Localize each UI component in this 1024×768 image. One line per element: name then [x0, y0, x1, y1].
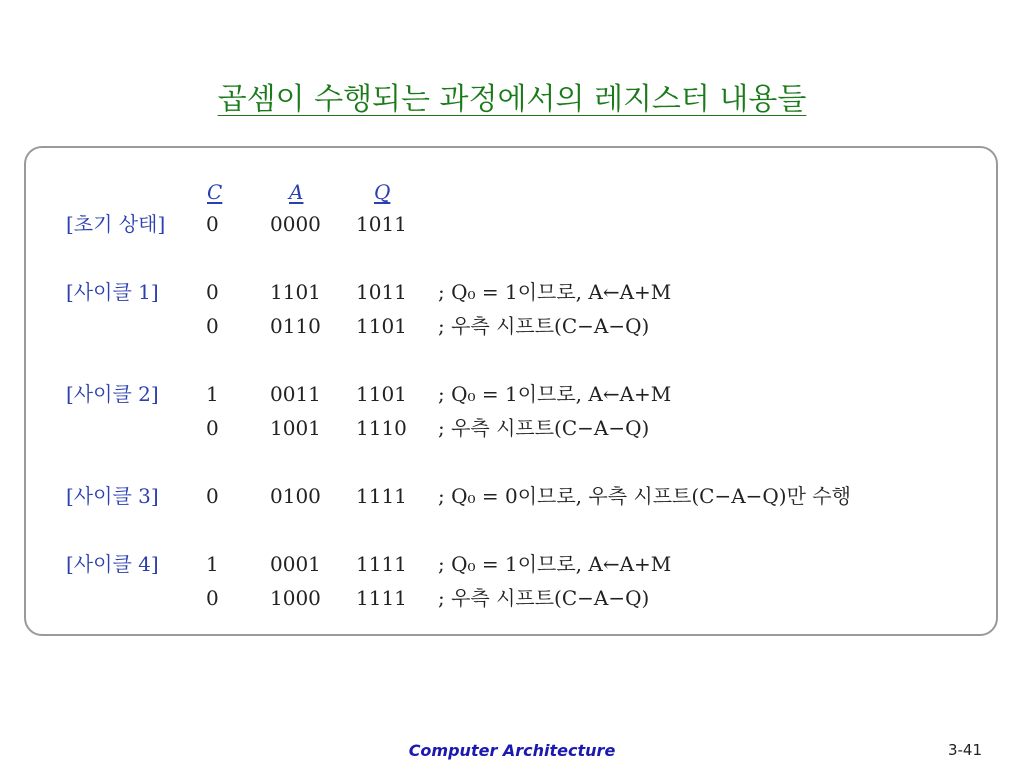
cell-c-cycle4a: 1: [206, 552, 219, 576]
slide-title: 곱셈이 수행되는 과정에서의 레지스터 내용들: [217, 82, 807, 117]
comment-cycle4a: ; Q₀ = 1이므로, A←A+M: [438, 552, 672, 576]
cell-q-cycle2a: 1101: [356, 382, 407, 406]
footer-course-title: Computer Architecture: [408, 741, 616, 760]
header-q: Q: [374, 180, 391, 204]
cell-a-cycle1b: 0110: [270, 314, 321, 338]
row-label-cycle4: [사이클 4]: [66, 552, 159, 576]
comment-cycle1b: ; 우측 시프트(C−A−Q): [438, 314, 650, 338]
comment-cycle4b: ; 우측 시프트(C−A−Q): [438, 586, 650, 610]
cell-q-cycle3a: 1111: [356, 484, 407, 508]
cell-a-cycle4b: 1000: [270, 586, 321, 610]
cell-c-cycle1a: 0: [206, 280, 219, 304]
comment-cycle3a: ; Q₀ = 0이므로, 우측 시프트(C−A−Q)만 수행: [438, 484, 851, 508]
cell-q-cycle1b: 1101: [356, 314, 407, 338]
cell-c-cycle2a: 1: [206, 382, 219, 406]
comment-cycle2b: ; 우측 시프트(C−A−Q): [438, 416, 650, 440]
header-a: A: [289, 180, 304, 204]
cell-a-cycle4a: 0001: [270, 552, 321, 576]
cell-a-cycle3a: 0100: [270, 484, 321, 508]
register-table-panel: [24, 146, 998, 636]
cell-q-cycle4a: 1111: [356, 552, 407, 576]
comment-cycle2a: ; Q₀ = 1이므로, A←A+M: [438, 382, 672, 406]
page-number: 3-41: [947, 741, 982, 759]
cell-a-cycle2a: 0011: [270, 382, 321, 406]
cell-a-cycle1a: 1101: [270, 280, 321, 304]
header-c: C: [207, 180, 223, 204]
cell-a-cycle2b: 1001: [270, 416, 321, 440]
cell-a-init: 0000: [270, 212, 321, 236]
row-label-cycle2: [사이클 2]: [66, 382, 159, 406]
row-label-init: [초기 상태]: [66, 212, 166, 236]
cell-q-init: 1011: [356, 212, 407, 236]
cell-c-cycle3a: 0: [206, 484, 219, 508]
cell-c-cycle4b: 0: [206, 586, 219, 610]
cell-c-cycle1b: 0: [206, 314, 219, 338]
cell-c-init: 0: [206, 212, 219, 236]
cell-q-cycle4b: 1111: [356, 586, 407, 610]
cell-q-cycle1a: 1011: [356, 280, 407, 304]
comment-cycle1a: ; Q₀ = 1이므로, A←A+M: [438, 280, 672, 304]
row-label-cycle1: [사이클 1]: [66, 280, 159, 304]
cell-q-cycle2b: 1110: [356, 416, 407, 440]
row-label-cycle3: [사이클 3]: [66, 484, 159, 508]
cell-c-cycle2b: 0: [206, 416, 219, 440]
